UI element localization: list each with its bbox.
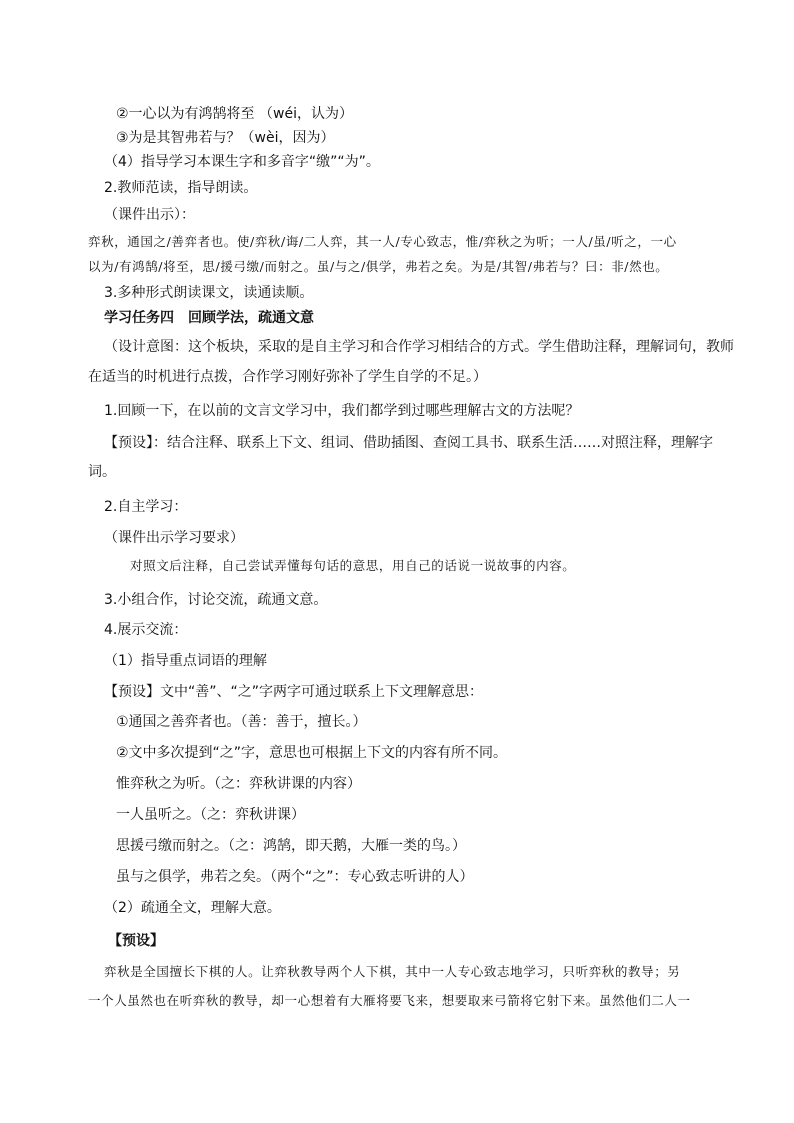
text-line: 惟弈秋之为听。（之：弈秋讲课的内容） bbox=[116, 776, 361, 792]
text-line: 思援弓缴而射之。（之：鸿鹄，即天鹅，大雁一类的鸟。） bbox=[116, 838, 466, 854]
text-line: （课件出示）： bbox=[104, 207, 195, 223]
text-line: 一人虽听之。（之：弈秋讲课） bbox=[116, 807, 305, 823]
text-line: ②一心以为有鸿鹄将至 （wéi，认为） bbox=[116, 106, 353, 122]
classical-text-line: 弈秋是全国擅长下棋的人。让弈秋教导两个人下棋，其中一人专心致志地学习，只听弈秋的教导；另 bbox=[104, 964, 681, 979]
text-line: ①通国之善弈者也。（善：善于，擅长。） bbox=[116, 714, 367, 730]
text-line: （设计意图：这个板块，采取的是自主学习和合作学习相结合的方式。学生借助注释，理解词句，教师 bbox=[104, 339, 734, 355]
text-line: ③为是其智弗若与？（wèi，因为） bbox=[116, 130, 335, 146]
text-line: 4.展示交流： bbox=[104, 622, 188, 638]
text-line: 在适当的时机进行点拨，合作学习刚好弥补了学生自学的不足。） bbox=[88, 369, 487, 385]
text-line: 【预设】：结合注释、联系上下文、组词、借助插图、查阅工具书、联系生活……对照注释，理解字 bbox=[104, 435, 713, 451]
classical-text-line: 一个人虽然也在听弈秋的教导，却一心想着有大雁将要飞来，想要取来弓箭将它射下来。虽然他们二人一 bbox=[88, 993, 691, 1008]
classical-text-line: 对照文后注释，自己尝试弄懂每句话的意思，用自己的话说一说故事的内容。 bbox=[130, 558, 576, 573]
text-line: 词。 bbox=[88, 464, 116, 480]
text-line: （4）指导学习本课生字和多音字“缴”“为”。 bbox=[104, 154, 380, 170]
preset-heading: 【预设】 bbox=[108, 933, 164, 949]
text-line: 3.多种形式朗读课文，读通读顺。 bbox=[104, 285, 314, 301]
text-line: （课件出示学习要求） bbox=[104, 530, 244, 546]
text-line: ②文中多次提到“之”字，意思也可根据上下文的内容有所不同。 bbox=[116, 745, 508, 761]
text-line: （2）疏通全文，理解大意。 bbox=[104, 900, 281, 916]
text-line: 1.回顾一下，在以前的文言文学习中，我们都学到过哪些理解古文的方法呢？ bbox=[104, 403, 580, 419]
classical-text-line: 弈秋，通国之/善弈者也。使/弈秋/诲/二人弈，其一人/专心致志，惟/弈秋之为听；一人/虽/听之，一心 bbox=[88, 234, 677, 249]
text-line: 2.教师范读，指导朗读。 bbox=[104, 180, 258, 196]
text-line: 2.自主学习： bbox=[104, 499, 188, 515]
text-line: 3.小组合作，讨论交流，疏通文意。 bbox=[104, 592, 328, 608]
section-heading: 学习任务四 回顾学法，疏通文意 bbox=[104, 310, 314, 326]
text-line: 虽与之俱学，弗若之矣。（两个“之”：专心致志听讲的人） bbox=[116, 869, 474, 885]
text-line: （1）指导重点词语的理解 bbox=[104, 653, 267, 669]
classical-text-line: 以为/有鸿鹄/将至，思/援弓缴/而射之。虽/与之/俱学，弗若之矣。为是/其智/弗若与？曰：非/然也。 bbox=[88, 259, 669, 274]
text-line: 【预设】文中“善”、“之”字两字可通过联系上下文理解意思： bbox=[104, 684, 484, 700]
